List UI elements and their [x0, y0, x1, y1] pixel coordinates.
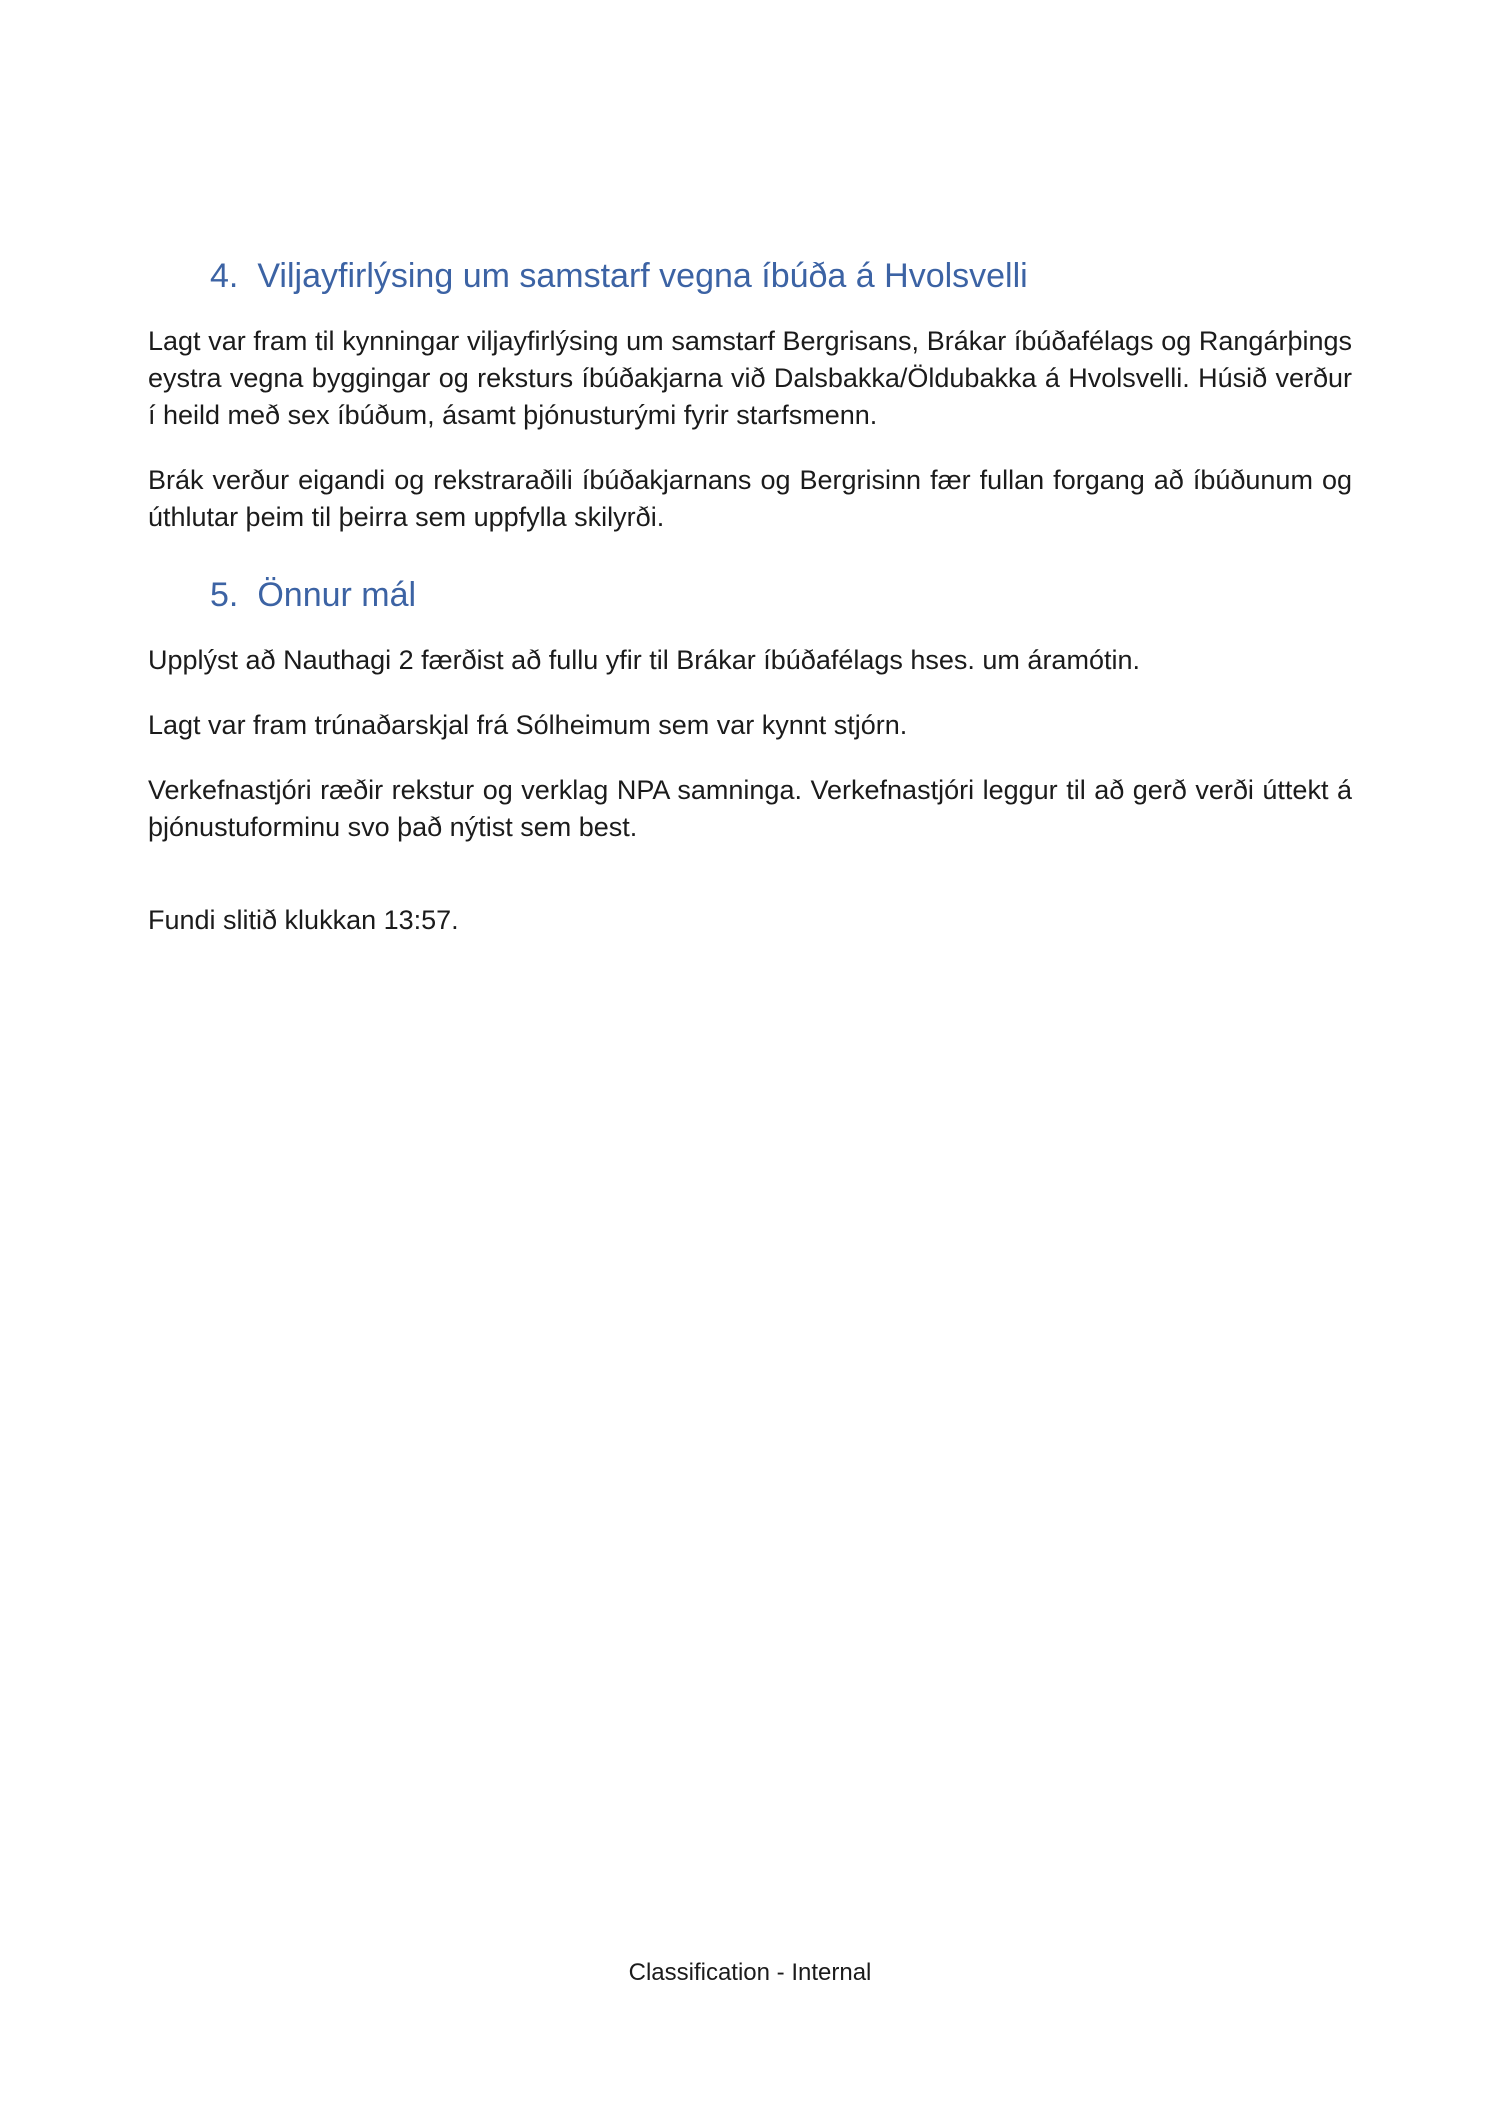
section-4-heading-title: Viljayfirlýsing um samstarf vegna íbúða á Hvolsvelli	[257, 257, 1028, 295]
section-5-paragraph-1: Upplýst að Nauthagi 2 færðist að fullu yfir til Brákar íbúðafélags hses. um áramótin.	[148, 645, 1140, 675]
section-4-paragraph-2: Brák verður eigandi og rekstraraðili íbúðakjarnans og Bergrisinn fær fullan forgang að íbúðunum og úthlutar þeim til þeirra sem uppfylla skilyrði.	[148, 465, 1352, 532]
section-4-heading	[210, 255, 1352, 297]
section-5-paragraph-3: Verkefnastjóri ræðir rekstur og verklag NPA samninga. Verkefnastjóri leggur til að gerð verði úttekt á þjónustuforminu svo það nýtist sem best.	[148, 775, 1352, 842]
section-5-heading-number: 5.	[210, 576, 239, 614]
section-4-heading-number: 4.	[210, 257, 239, 295]
section-4-paragraph-1: Lagt var fram til kynningar viljayfirlýsing um samstarf Bergrisans, Brákar íbúðafélags og Rangárþings eystra vegna byggingar og reksturs íbúðakjarna við Dalsbakka/Öldubakka á Hvolsvelli. Húsið verður í heild með sex íbúðum, ásamt þjónusturými fyrir starfsmenn.	[148, 326, 1352, 430]
section-5-heading	[210, 574, 1352, 616]
closing-line: Fundi slitið klukkan 13:57.	[148, 905, 459, 935]
section-5-heading-title: Önnur mál	[257, 576, 417, 614]
footer-classification: Classification - Internal	[628, 1959, 872, 1986]
document-content	[0, 0, 1500, 939]
section-5-paragraph-2: Lagt var fram trúnaðarskjal frá Sólheimum sem var kynnt stjórn.	[148, 710, 908, 740]
